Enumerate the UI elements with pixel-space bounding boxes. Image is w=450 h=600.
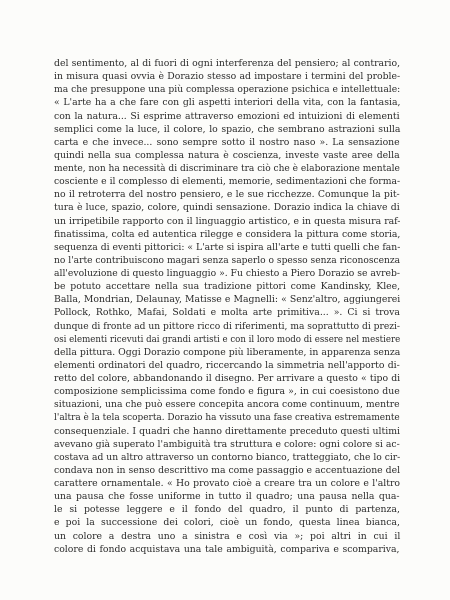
text-line: Balla, Mondrian, Delaunay, Matisse e Magnelli: « Senz'altro, aggiungerei xyxy=(54,294,401,306)
text-line: un colore a destra uno a sinistra e così via »; poi altri in cui il xyxy=(54,530,401,542)
text-line: cosciente e il complesso di elementi, memorie, sedimentazioni che forma- xyxy=(54,176,401,188)
text-line: osi elementi ricevuti dai grandi artisti e con il loro modo di essere nel mestiere xyxy=(54,333,401,345)
text-line: composizione semplicissima come fondo e figura », in cui coesistono due xyxy=(54,386,400,398)
text-line: all'evoluzione di questo linguaggio ». Fu chiesto a Piero Dorazio se avreb- xyxy=(54,268,400,279)
text-line: retto del colore, abbandonando il disegno. Per arrivare a questo « tipo di xyxy=(54,373,401,384)
text-line: avevano già superato l'ambiguità tra struttura e colore: ogni colore si ac- xyxy=(54,438,400,450)
text-line: costava ad un altro attraverso un contorno bianco, tratteggiato, che lo cir- xyxy=(54,451,401,463)
text-line: della pittura. Oggi Dorazio compone più liberamente, in apparenza senza xyxy=(54,346,401,358)
text-line: colore di fondo acquistava una tale ambiguità, compariva e scompariva, xyxy=(54,543,400,555)
text-line: mente, non ha necessità di discriminare tra ciò che è elaborazione mentale xyxy=(54,163,400,174)
text-line: in misura quasi ovvia è Dorazio stesso ad impostare i termini del proble- xyxy=(54,71,401,83)
text-line: finatissima, colta ed autentica rilegge e considera la pittura come storia, xyxy=(54,228,401,240)
text-line: « L'arte ha a che fare con gli aspetti interiori della vita, con la fantasia, xyxy=(54,97,401,109)
text-line: no il retroterra del nostro pensiero, e le sue ricchezze. Comunque la pit- xyxy=(54,189,400,201)
text-line: Pollock, Rothko, Mafai, Soldati e molta arte primitiva... ». Ci si trova xyxy=(54,307,400,319)
text-line: quindi nella sua complessa natura è coscienza, investe vaste aree della xyxy=(54,149,400,161)
text-line: condava non in senso descrittivo ma come passaggio e accentuazione del xyxy=(54,464,401,476)
text-line: con la natura... Si esprime attraverso emozioni ed intuizioni di elementi xyxy=(54,110,400,122)
body-text xyxy=(54,57,400,556)
text-line: tura è luce, spazio, colore, quindi sensazione. Dorazio indica la chiave di xyxy=(54,202,400,214)
text-line: del sentimento, al di fuori di ogni interferenza del pensiero; al contrario, xyxy=(54,58,401,69)
text-line: elementi ordinatori del quadro, riccercando la simmetria nell'apporto di- xyxy=(54,359,400,371)
text-line: ma che presuppone una più complessa operazione psichica e intellettuale: xyxy=(54,84,401,96)
text-line: be potuto accettare nella sua tradizione pittori come Kandinsky, Klee, xyxy=(54,281,401,293)
text-line: dunque di fronte ad un pittore ricco di riferimenti, ma soprattutto di prezi- xyxy=(54,320,401,332)
text-line: un irripetibile rapporto con il linguaggio artistico, e in questa misura raf- xyxy=(54,215,401,227)
text-line: consequenziale. I quadri che hanno direttamente preceduto questi ultimi xyxy=(54,425,400,437)
text-line: le si potesse leggere e il fondo del quadro, il punto di partenza, xyxy=(54,504,400,516)
text-line: e poi la successione dei colori, cioè un fondo, questa linea bianca, xyxy=(54,517,400,529)
text-line: no l'arte contribuiscono magari senza saperlo o spesso senza riconoscenza xyxy=(54,254,401,266)
text-line: semplici come la luce, il colore, lo spazio, che sembrano astrazioni sulla xyxy=(54,123,401,135)
text-line: l'altra è la tela scoperta. Dorazio ha vissuto una fase creativa estremamente xyxy=(54,412,400,424)
text-line: sequenza di eventi pittorici: « L'arte si ispira all'arte e tutti quelli che fan- xyxy=(54,241,401,253)
text-line: situazioni, una che può essere concepita ancora come continuum, mentre xyxy=(54,399,400,411)
text-line: una pausa che fosse uniforme in tutto il quadro; una pausa nella qua- xyxy=(54,491,400,503)
text-line: carattere ornamentale. « Ho provato cioè a creare tra un colore e l'altro xyxy=(54,478,401,489)
text-line: carta e che invece... sono sempre sotto il nostro naso ». La sensazione xyxy=(54,136,400,148)
